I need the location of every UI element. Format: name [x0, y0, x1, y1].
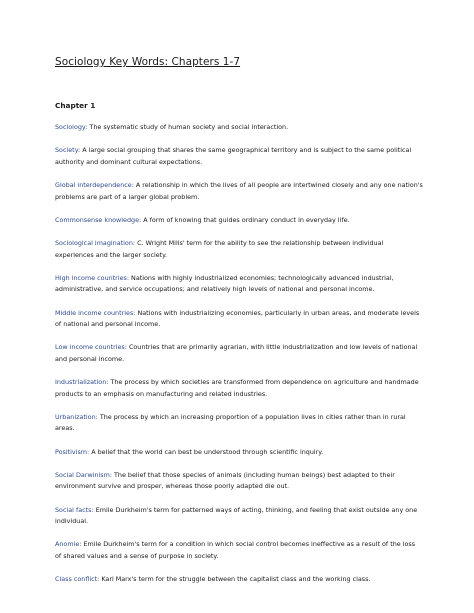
glossary-entry: [55, 574, 423, 586]
glossary-term: Global interdependence:: [55, 180, 134, 189]
glossary-definition: The belief that those species of animals (including human beings) best adapted to their environment survive and prosper, whereas those poorly adapted die out.: [55, 470, 395, 491]
glossary-entry: [55, 342, 423, 365]
glossary-entry: [55, 539, 423, 562]
glossary-definition: A belief that the world can best be understood through scientific inquiry.: [89, 447, 324, 456]
glossary-entry: [55, 180, 423, 203]
glossary-definition: The systematic study of human society and social interaction.: [87, 123, 289, 131]
glossary-entry: [55, 238, 423, 261]
glossary-definition: Nations with highly industrialized economies; technologically advanced industrial, administrative, and service occupations; and relatively high levels of national and personal income.: [55, 273, 394, 294]
glossary-term: Class conflict:: [55, 575, 100, 584]
document-title: Sociology Key Words: Chapters 1-7: [55, 56, 241, 68]
glossary-entry: [55, 145, 423, 168]
glossary-definition: Nations with industrializing economies, particularly in urban areas, and moderate levels of national and personal income.: [55, 308, 420, 329]
glossary-definition: C. Wright Mills' term for the ability to see the relationship between individual experiences and the larger society.: [55, 238, 384, 259]
glossary-definition: Emile Durkheim's term for patterned ways of acting, thinking, and feeling that exist outside any one individual.: [55, 505, 418, 526]
glossary-entry: [55, 308, 423, 331]
glossary-entry: [55, 122, 423, 134]
glossary-entry: [55, 273, 423, 296]
glossary-entry: [55, 215, 423, 227]
glossary-definition: Karl Marx's term for the struggle between the capitalist class and the working class.: [99, 575, 371, 584]
glossary-entry: [55, 470, 423, 493]
glossary-term: Middle income countries:: [55, 308, 136, 317]
glossary-entry: [55, 412, 423, 435]
glossary-entry: [55, 447, 423, 459]
glossary-term: Urbanization:: [55, 412, 98, 421]
glossary-term: Social Darwinism:: [55, 470, 112, 479]
glossary-term: Society:: [55, 146, 81, 155]
glossary-term: Commonsense knowledge:: [55, 215, 142, 224]
glossary-definition: Emile Durkheim's term for a condition in which social control becomes ineffective as a result of the loss of shared values and a sense of purpose in society.: [55, 540, 416, 560]
glossary-definition: A large social grouping that shares the same geographical territory and is subject to the same political authority and dominant cultural expectations.: [55, 146, 412, 166]
glossary-definition: Countries that are primarily agrarian, with little industrialization and low levels of national and personal income.: [55, 343, 418, 363]
glossary-definition: A relationship in which the lives of all people are intertwined closely and any one nation's problems are part of a larger global problem.: [55, 180, 423, 201]
glossary-definition: A form of knowing that guides ordinary conduct in everyday life.: [141, 215, 350, 224]
glossary-term: Social facts:: [55, 505, 94, 514]
glossary-list: [55, 122, 423, 597]
glossary-entry: [55, 377, 423, 400]
glossary-term: High income countries:: [55, 273, 130, 282]
glossary-definition: The process by which an increasing proportion of a population lives in cities rather than in rural areas.: [55, 412, 406, 433]
chapter-heading: Chapter 1: [55, 101, 96, 110]
glossary-term: Industrialization:: [55, 378, 109, 387]
glossary-term: Low income countries:: [55, 343, 127, 352]
glossary-term: Sociological imagination:: [55, 238, 136, 247]
glossary-term: Anomie:: [55, 540, 82, 549]
glossary-entry: [55, 505, 423, 528]
glossary-term: Positivism:: [55, 447, 90, 456]
glossary-term: Sociology:: [55, 123, 88, 131]
glossary-definition: The process by which societies are transformed from dependence on agriculture and handmade products to an emphasis on manufacturing and related industries.: [55, 378, 419, 398]
